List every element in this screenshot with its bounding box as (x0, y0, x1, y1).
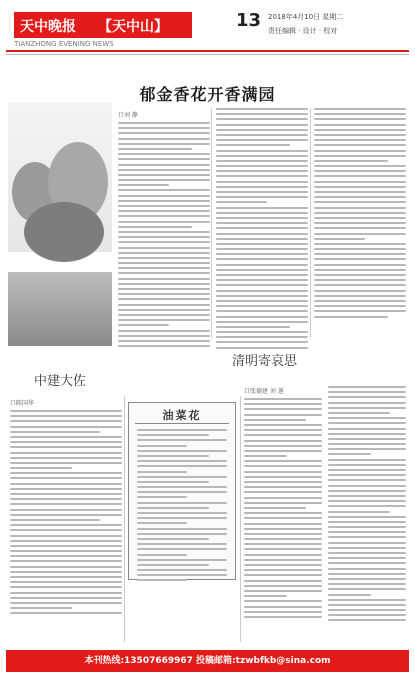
article-two-title: 中建大佐 (34, 374, 87, 389)
section-name: 【天中山】 (98, 19, 168, 35)
main-headline: 郁金香花开香满园 (139, 85, 276, 104)
article-two-author: 口陈国华 (10, 400, 35, 407)
tulip-garden-photo (8, 102, 112, 346)
main-article-col3 (314, 108, 406, 321)
paper-subtitle: TIANZHONG EVENING NEWS (14, 40, 114, 48)
poem-lines (137, 429, 227, 585)
article-three-col1 (244, 398, 322, 621)
article-three-author: 口张德建 刘 莲 (244, 388, 284, 395)
paper-name: 天中晚报 (20, 19, 76, 35)
main-article-col1 (118, 122, 210, 350)
poem-box (128, 402, 236, 580)
column-divider (124, 396, 125, 642)
masthead-divider (6, 50, 409, 52)
issue-date: 2018年4月10日 星期二 (268, 13, 344, 21)
article-three-title: 清明寄哀思 (232, 354, 298, 369)
column-divider (211, 108, 212, 338)
masthead (6, 6, 409, 52)
article-three-col2 (328, 386, 406, 625)
main-author: 口刘 静 (118, 112, 138, 119)
editor-credits: 责任编辑 · 设计 · 校对 (268, 27, 338, 35)
column-divider (240, 396, 241, 642)
newspaper-logo (14, 12, 192, 38)
masthead-thin-divider (6, 54, 409, 55)
page-number: 13 (236, 10, 262, 31)
column-divider (310, 108, 311, 338)
contact-footer: 本刊热线:13507669967 投稿邮箱:tzwbfkb@sina.com (6, 650, 409, 672)
main-article-col2 (216, 108, 308, 352)
poem-title: 油菜花 (162, 409, 202, 422)
article-two-body (10, 410, 122, 618)
